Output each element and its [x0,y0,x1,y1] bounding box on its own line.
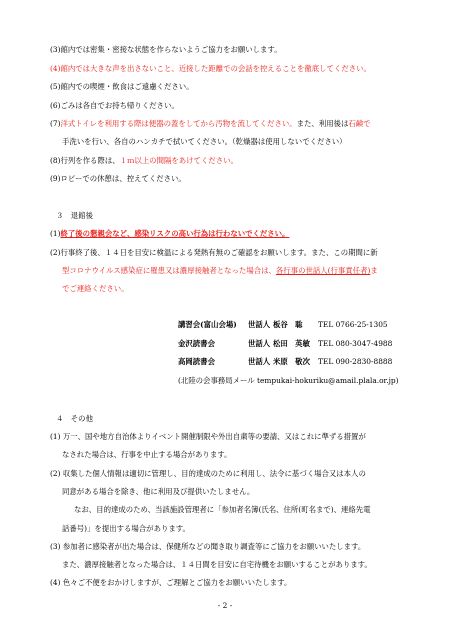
section-3-item-1-text: 終了後の懇親会など、感染リスクの高い行為は行わないでください。 [60,229,290,238]
rule-item-7-soap: 石鹸で [348,119,371,128]
section-4-line: また、濃厚接触者となった場合は、１４日間を目安に自宅待機をお願いすることがあります。 [62,560,372,569]
section-3-item-2-line2-b: ま [370,266,378,275]
section-4-line: (2) 収集した個人情報は適切に管理し、目的達成のために利用し、法令に基づく場合又は本人の [50,469,366,478]
office-email-line [178,376,399,386]
rule-item-8-prefix: (8)行列を作る際は、 [50,156,120,165]
contact-tel: TEL 0766-25-1305 [318,320,388,329]
section-4-line: なお、目的達成のため、当該施設管理者に「参加者名簿(氏名、住所(町名まで)、連絡先電 [74,505,371,514]
rule-item-5: (5)館内での喫煙・飲食はご遠慮ください。 [50,82,194,91]
contact-org: 高岡読書会 [178,357,215,366]
rule-item-7-number: (7) [50,119,61,128]
section-4-line: なされた場合は、行事を中止する場合があります。 [62,450,232,459]
contact-name: 米原 敬次 [273,357,310,366]
section-4-line: (3) 参加者に感染者が出た場合は、保健所などの聞き取り調査等にご協力をお願いいたします。 [50,542,366,551]
section-4-heading: ４ その他 [56,414,93,423]
contact-role: 世話人 [248,339,271,348]
section-3-item-1-number: (1) [50,229,61,238]
rule-item-7 [50,119,371,129]
rule-item-7-middle: また、利用後は [296,119,349,128]
section-4-line: 同意がある場合を除き、他に利用及び提供いたしません。 [62,487,255,496]
contact-role: 世話人 [248,320,271,329]
section-3-item-2-line2-a: 型コロナウイルス感染症に罹患又は濃厚接触者となった場合は、 [62,266,276,275]
contact-name: 松田 英敏 [273,339,310,348]
rule-item-9: (9)ロビーでの休憩は、控えてください。 [50,174,186,183]
page-number: - 2 - [217,601,233,610]
contact-name: 板谷 聡 [273,320,303,329]
rule-item-6: (6)ごみは各自でお持ち帰りください。 [50,101,179,110]
office-email-address[interactable]: tempukai-hokuriku@amail.plala.or.jp) [257,376,399,385]
section-3-item-2-line2 [62,266,378,276]
section-3-heading: ３ 退館後 [56,211,93,220]
section-4-line: 話番号)」を提出する場合があります。 [62,524,190,533]
rule-item-7-toilet-text: 洋式トイレを利用する際は便器の蓋をしてから汚物を流してください。 [60,119,297,128]
section-3-item-2-line1: (2)行事終了後、１４日を目安に検温による発熱有無のご確認をお願いします。また、この期間に新 [50,248,378,257]
section-4-line: (4) 色々ご不便をおかけしますが、ご理解とご協力をお願いいたします。 [50,578,292,587]
contact-org: 金沢読書会 [178,339,215,348]
section-3-item-2-line3: でご連絡ください。 [62,284,129,293]
contact-tel: TEL 090-2830-8888 [318,357,393,366]
section-3-item-1 [50,229,289,239]
rule-item-7-line2: 手洗いを行い、各自のハンカチで拭いてください。（乾燥器は使用しないでください） [62,137,347,146]
rule-item-8-distance: １ｍ以上の間隔をあけてください。 [119,156,238,165]
section-4-line: (1) 万一、国や地方自治体よりイベント開催制限や外出自粛等の要請、又はこれに準ずる措置が [50,432,366,441]
rule-item-4: (4)館内では大きな声を出さないこと、近接した距離での会話を控えることを徹底してください。 [50,64,371,73]
contact-tel: TEL 080-3047-4988 [318,339,393,348]
rule-item-8 [50,156,238,166]
contact-org: 講習会(富山会場) [178,320,237,329]
contact-role: 世話人 [248,357,271,366]
section-3-item-2-responsible: 各行事の世話人(行事責任者) [275,266,371,275]
rule-item-3: (3)館内では密集・密接な状態を作らないようご協力をお願いします。 [50,45,282,54]
office-email-label: (北陸の会事務局メール [178,376,255,385]
